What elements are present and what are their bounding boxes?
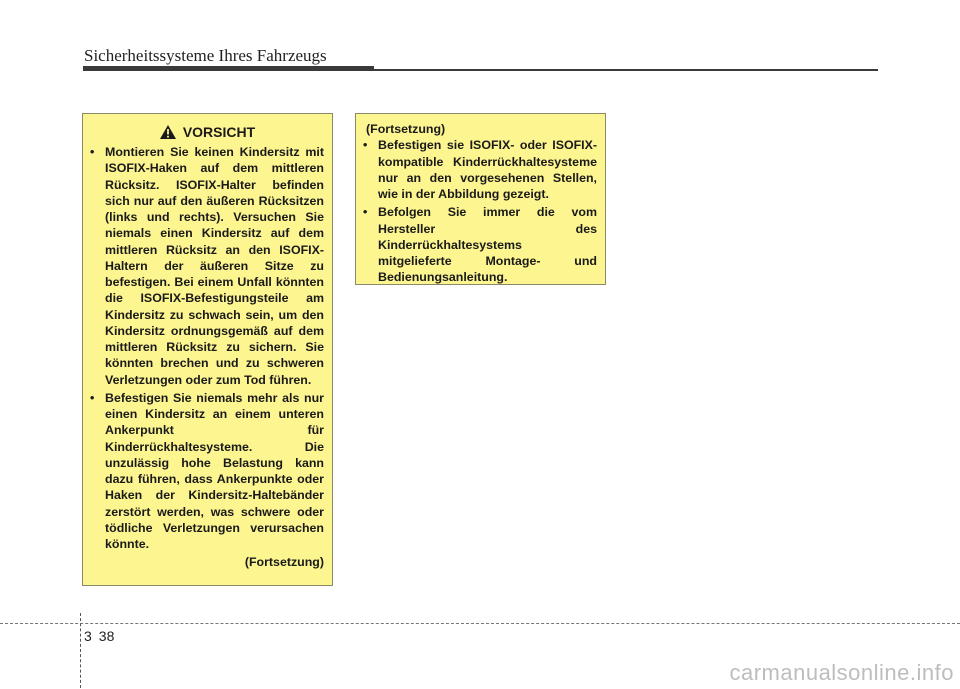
continuation-box <box>355 113 606 285</box>
continuation-heading: (Fortsetzung) <box>366 122 446 136</box>
continuation-item: • Befolgen Sie immer die vom Hersteller des Kinderrückhaltesystems mitgelieferte Montage- und Bedienungsanleitung. <box>363 204 597 285</box>
continuation-list <box>363 137 597 285</box>
chapter-number: 3 <box>84 628 92 644</box>
caution-box <box>82 113 333 586</box>
caution-heading-text: VORSICHT <box>182 123 256 140</box>
caution-heading <box>90 122 324 142</box>
continuation-item: • Befestigen sie ISOFIX- oder ISOFIX-kompatible Kinderrückhaltesysteme nur an den vorgesehenen Stellen, wie in der Abbildung gezeigt. <box>363 137 597 202</box>
continued-note: (Fortsetzung) <box>244 555 324 570</box>
page-header-title: Sicherheitssysteme Ihres Fahrzeugs <box>84 46 327 65</box>
header-rule-thin <box>374 69 878 71</box>
page-number-value: 38 <box>98 628 115 644</box>
horizontal-guide-line <box>0 623 960 624</box>
warning-triangle-icon <box>159 124 177 140</box>
caution-list <box>90 144 324 552</box>
watermark: carmanualsonline.info <box>729 660 954 685</box>
vertical-guide-line <box>80 613 81 688</box>
caution-item: • Montieren Sie keinen Kindersitz mit ISOFIX-Haken auf dem mittleren Rücksitz. ISOFIX-Halter befinden sich nur auf den äußeren Rücksitzen (links und rechts). Versuchen Sie niemals einen Kindersitz auf dem mittleren Rücksitz an den ISOFIX-Haltern der äußeren Sitze zu befestigen. Bei einem Unfall könnten die ISOFIX-Befestigungsteile am Kindersitz zu schwach sein, um den Kindersitz ordnungsgemäß auf dem mittleren Rücksitz zu sichern. Sie könnten brechen und zu schweren Verletzungen oder zum Tod führen. <box>90 144 324 388</box>
header-rule-thick <box>83 66 374 71</box>
page-number <box>84 628 114 644</box>
caution-item: • Befestigen Sie niemals mehr als nur einen Kindersitz an einem unteren Ankerpunkt für Kinderrückhaltesysteme. Die unzulässig hohe Belastung kann dazu führen, dass Ankerpunkte oder Haken der Kindersitz-Haltebänder zerstört werden, was schwere oder tödliche Verletzungen verursachen könnte. <box>90 390 324 553</box>
